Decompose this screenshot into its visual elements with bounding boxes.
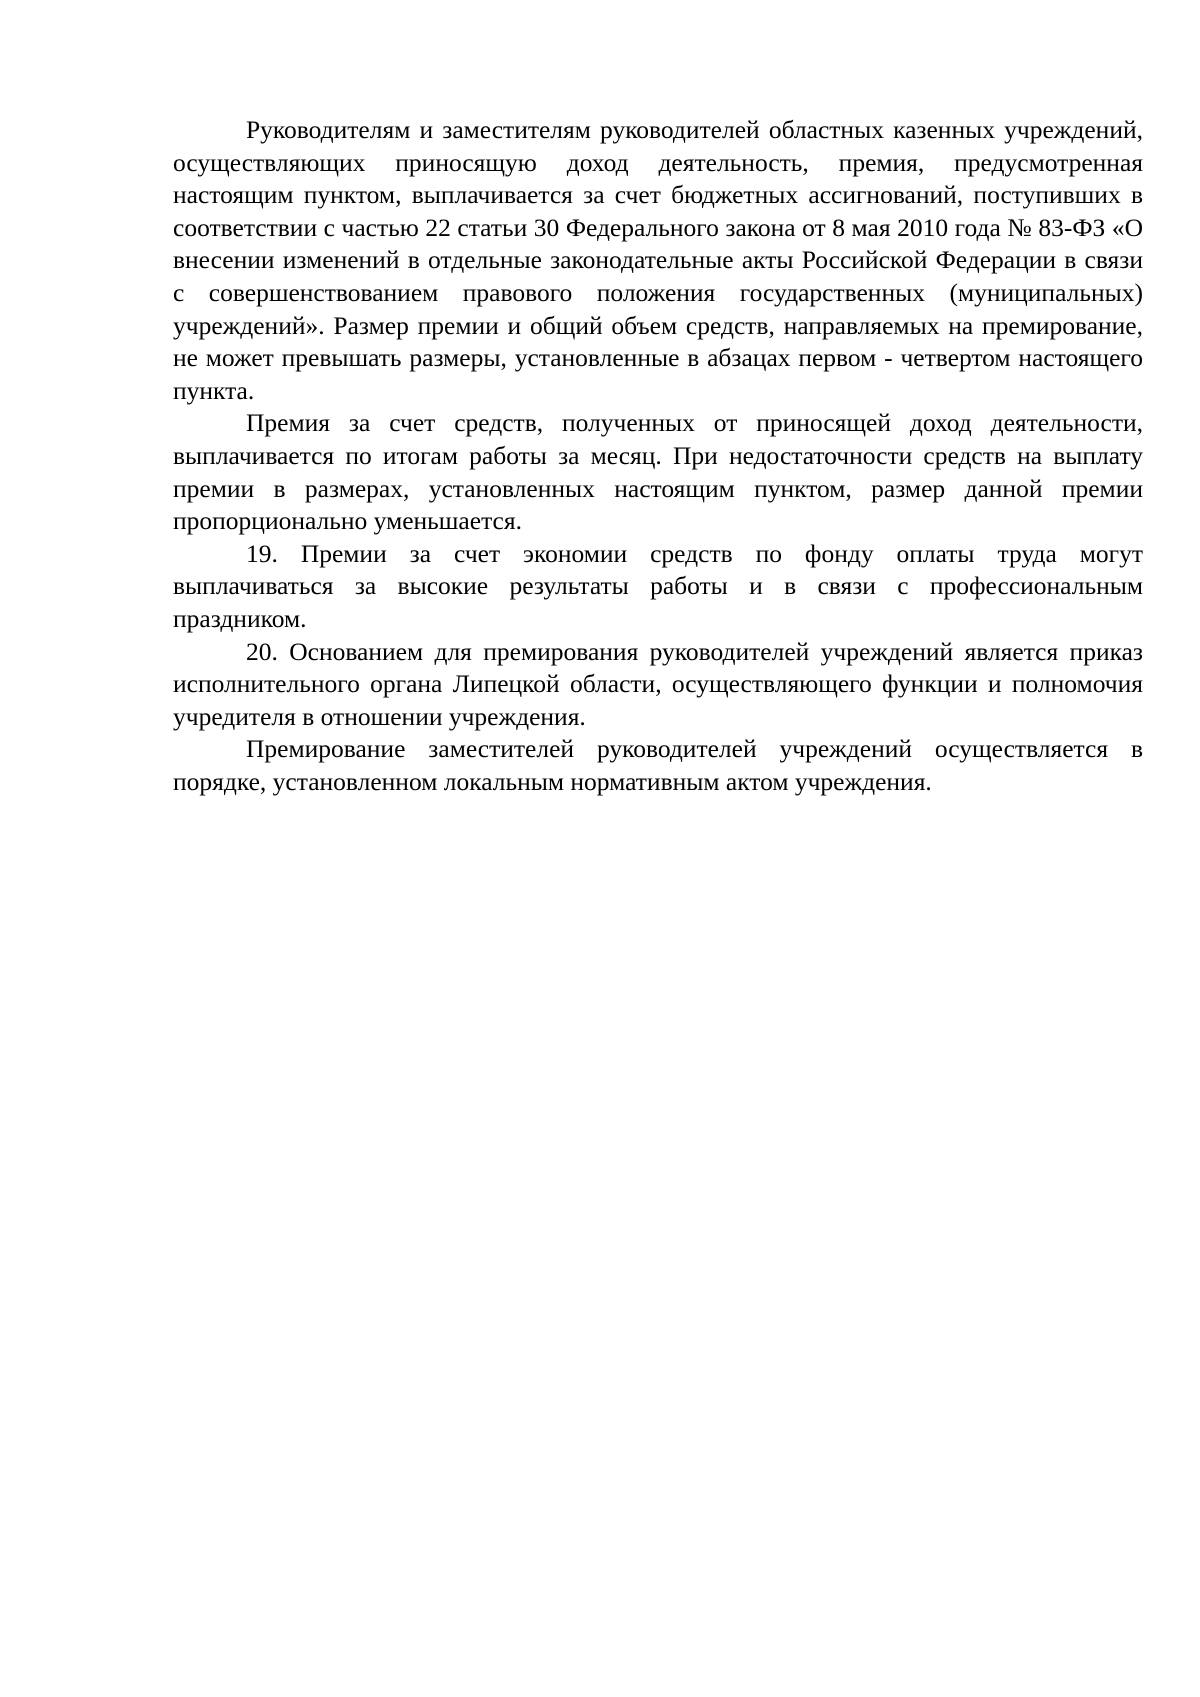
- paragraph-item-20: 20. Основанием для премирования руководителей учреждений является приказ исполнительного органа Липецкой области, осуществляющего функции и полномочия учредителя в отношении учреждения.: [173, 636, 1143, 731]
- paragraph-deputies-bonus: Премирование заместителей руководителей учреждений осуществляется в порядке, установленном локальным нормативным актом учреждения.: [173, 734, 1143, 796]
- paragraph-bonus-monthly-payment: Премия за счет средств, полученных от приносящей доход деятельности, выплачивается по итогам работы за месяц. При недостаточности средств на выплату премии в размерах, установленных настоящим пунктом, размер данной премии пропорционально уменьшается.: [173, 408, 1143, 536]
- document-body: [173, 114, 1143, 798]
- paragraph-item-19: 19. Премии за счет экономии средств по фонду оплаты труда могут выплачиваться за высокие результаты работы и в связи с профессиональным праздником.: [173, 538, 1143, 633]
- paragraph-bonus-funding-source: Руководителям и заместителям руководителей областных казенных учреждений, осуществляющих приносящую доход деятельность, премия, предусмотренная настоящим пунктом, выплачивается за счет бюджетных ассигнований, поступивших в соответствии с частью 22 статьи 30 Федерального закона от 8 мая 2010 года № 83-ФЗ «О внесении изменений в отдельные законодательные акты Российской Федерации в связи с совершенствованием правового положения государственных (муниципальных) учреждений». Размер премии и общий объем средств, направляемых на премирование, не может превышать размеры, установленные в абзацах первом - четвертом настоящего пункта.: [173, 115, 1143, 405]
